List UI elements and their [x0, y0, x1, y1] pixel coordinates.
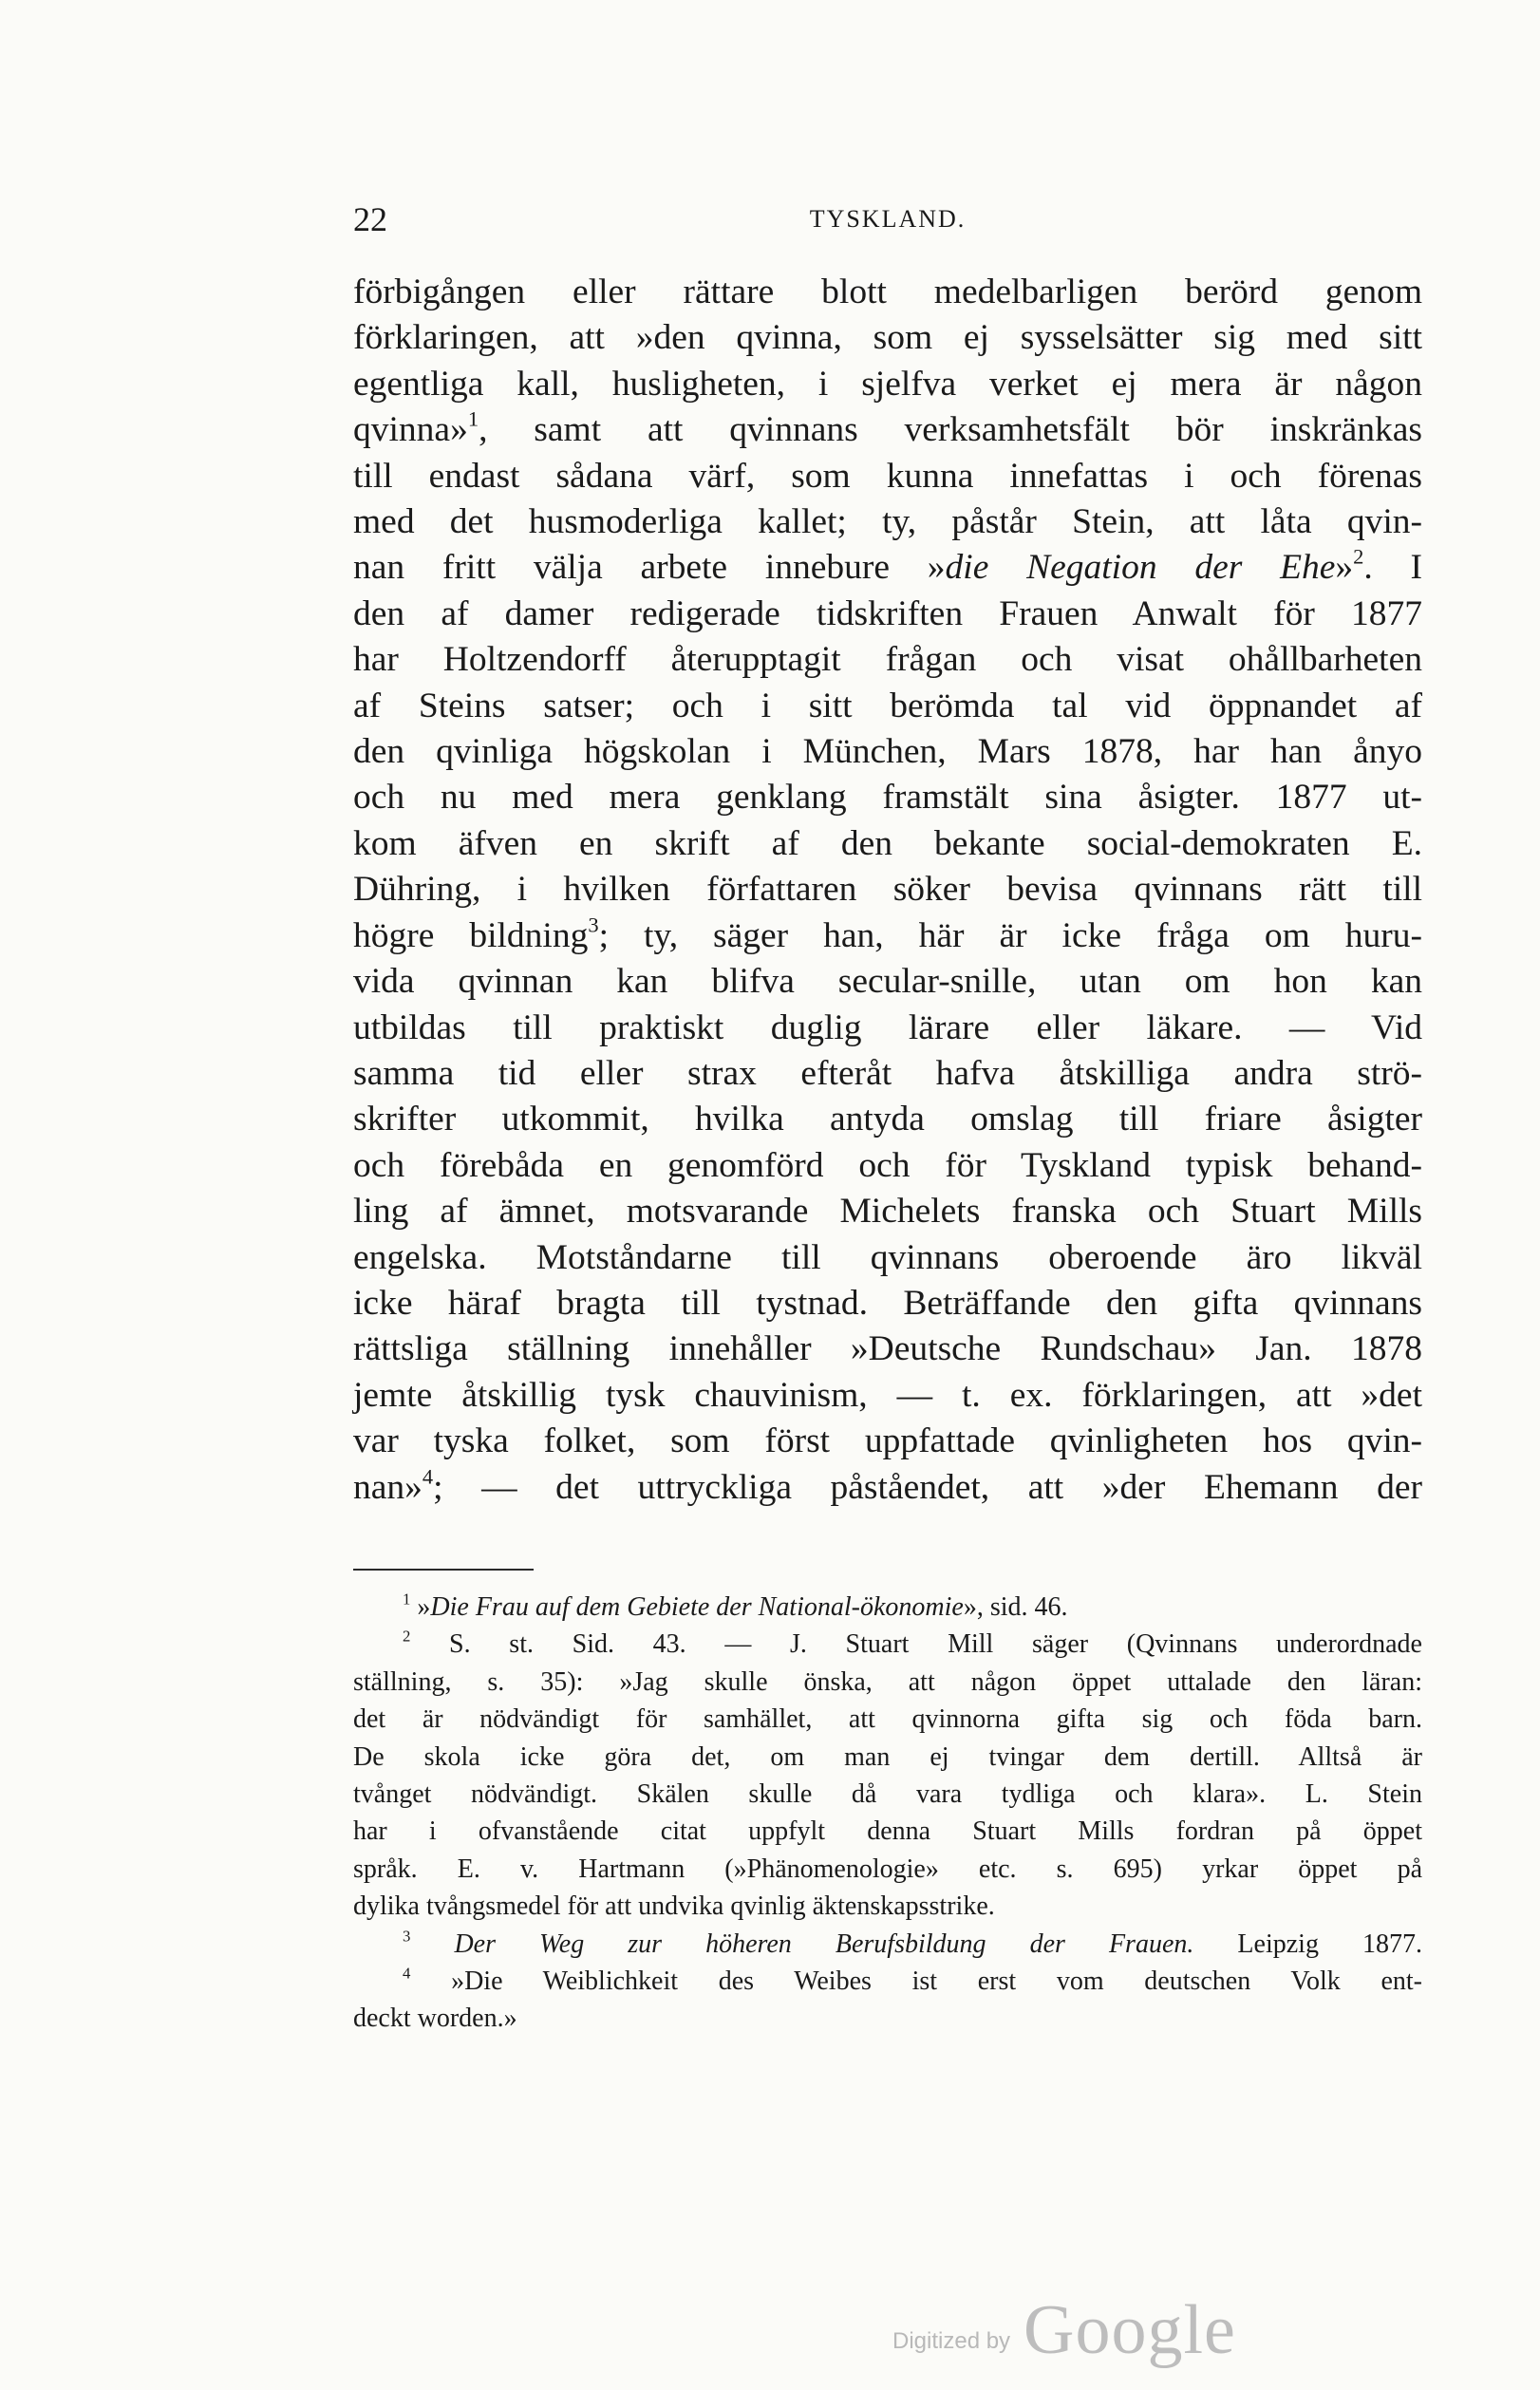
footnote-1 — [353, 1589, 1422, 1626]
text-segment: nan fritt välja arbete innebure » — [353, 548, 946, 588]
text-line: och förebåda en genomförd och för Tyskland typisk behand- — [353, 1145, 1422, 1185]
footnote-3 — [353, 1926, 1422, 1963]
text-line: rättsliga ställning innehåller »Deutsche Rundschau» Jan. 1878 — [353, 1329, 1422, 1369]
text-segment: qvinna» — [353, 410, 468, 450]
italic-title: Die Frau auf dem Gebiete der National-ökonomie — [430, 1592, 964, 1622]
text-line: till endast sådana värf, som kunna innefattas i och förenas — [353, 456, 1422, 496]
text-line: af Steins satser; och i sitt berömda tal vid öppnandet af — [353, 686, 1422, 725]
footnote-marker: 3 — [403, 1926, 411, 1945]
footnote-line: språk. E. v. Hartmann (»Phänomenologie» etc. s. 695) yrkar öppet på — [353, 1854, 1422, 1884]
text-line: den qvinliga högskolan i München, Mars 1878, har han ånyo — [353, 732, 1422, 772]
text-line: jemte åtskillig tysk chauvinism, — t. ex. förklaringen, att »det — [353, 1375, 1422, 1415]
running-title: TYSKLAND. — [809, 205, 967, 233]
text-line — [353, 407, 1422, 453]
footnote-line: ställning, s. 35): »Jag skulle önska, att någon öppet uttalade den läran: — [353, 1666, 1422, 1697]
text-line: utbildas till praktiskt duglig lärare eller läkare. — Vid — [353, 1007, 1422, 1047]
footnote-ref: 2 — [1353, 544, 1364, 569]
watermark-caption: Digitized by — [892, 2328, 1011, 2354]
text-line — [353, 913, 1422, 959]
text-segment: högre bildning — [353, 915, 589, 955]
footnote-ref: 3 — [588, 912, 599, 936]
footnote-4 — [353, 1963, 1422, 2000]
text-segment: ; — det uttryckliga påståendet, att »der Ehemann der — [433, 1467, 1422, 1507]
text-segment: » — [1335, 548, 1354, 588]
italic-title: die Negation der Ehe — [945, 548, 1336, 588]
footnote-2 — [353, 1626, 1422, 1663]
footnote-ref: 1 — [467, 406, 479, 431]
text-segment: . I — [1363, 548, 1422, 588]
text-line: Dühring, i hvilken författaren söker bevisa qvinnans rätt till — [353, 870, 1422, 910]
text-segment: S. st. Sid. 43. — J. Stuart Mill säger (Qvinnans underordnade — [410, 1629, 1422, 1660]
text-segment: ; ty, säger han, här är icke fråga om huru- — [598, 915, 1423, 955]
text-line: med det husmoderliga kallet; ty, påstår Stein, att låta qvin- — [353, 502, 1422, 542]
text-segment: Leipzig 1877. — [1193, 1929, 1422, 1959]
footnote-divider — [353, 1569, 534, 1571]
text-line: den af damer redigerade tidskriften Frauen Anwalt för 1877 — [353, 593, 1422, 633]
footnotes — [353, 1589, 1422, 2038]
text-line: har Holtzendorff återupptagit frågan och visat ohållbarheten — [353, 640, 1422, 680]
footnote-ref: 4 — [422, 1463, 434, 1488]
text-line: förbigången eller rättare blott medelbarligen berörd genom — [353, 273, 1422, 311]
footnote-marker: 2 — [403, 1627, 411, 1646]
text-line: kom äfven en skrift af den bekante social-demokraten E. — [353, 823, 1422, 863]
text-line — [353, 545, 1422, 591]
footnote-line: det är nödvändigt för samhället, att qvinnorna gifta sig och föda barn. — [353, 1704, 1422, 1735]
text-line: egentliga kall, husligheten, i sjelfva verket ej mera är någon — [353, 364, 1422, 404]
footnote-line: dylika tvångsmedel för att undvika qvinlig äktenskapsstrike. — [353, 1891, 995, 1922]
footnote-marker: 4 — [403, 1964, 411, 1983]
text-segment: nan» — [353, 1467, 423, 1507]
google-logo: Google — [1024, 2291, 1236, 2369]
footnote-line: har i ofvanstående citat uppfylt denna Stuart Mills fordran på öppet — [353, 1816, 1422, 1847]
text-line: skrifter utkommit, hvilka antyda omslag till friare åsigter — [353, 1100, 1422, 1139]
footnote-line: De skola icke göra det, om man ej tvingar dem dertill. Alltså är — [353, 1741, 1422, 1772]
text-line: icke häraf bragta till tystnad. Beträffande den gifta qvinnans — [353, 1283, 1422, 1323]
text-line — [353, 1465, 1422, 1511]
footnote-line: tvånget nödvändigt. Skälen skulle då vara tydliga och klara». L. Stein — [353, 1779, 1422, 1810]
text-segment: »Die Weiblichkeit des Weibes ist erst vom deutschen Volk ent- — [410, 1967, 1422, 1997]
text-line: och nu med mera genklang framstält sina åsigter. 1877 ut- — [353, 778, 1422, 818]
running-head — [353, 199, 1422, 247]
page-number: 22 — [353, 200, 387, 238]
text-segment: » — [410, 1592, 431, 1622]
text-line: ling af ämnet, motsvarande Michelets franska och Stuart Mills — [353, 1192, 1422, 1232]
footnote-marker: 1 — [403, 1590, 411, 1609]
text-segment: , samt att qvinnans verksamhetsfält bör inskränkas — [479, 410, 1422, 450]
text-line: samma tid eller strax efteråt hafva åtskilliga andra strö- — [353, 1053, 1422, 1093]
text-line: var tyska folket, som först uppfattade qvinligheten hos qvin- — [353, 1421, 1422, 1461]
text-segment: », sid. 46. — [963, 1592, 1068, 1622]
body-text — [353, 270, 1422, 1511]
footnote-line: deckt worden.» — [353, 2004, 517, 2034]
digitized-watermark — [892, 2290, 1236, 2369]
italic-title: Der Weg zur höheren Berufsbildung der Frauen. — [410, 1929, 1194, 1959]
text-line: förklaringen, att »den qvinna, som ej sysselsätter sig med sitt — [353, 318, 1422, 358]
text-line: engelska. Motståndarne till qvinnans oberoende äro likväl — [353, 1237, 1422, 1277]
text-line: vida qvinnan kan blifva secular-snille, utan om hon kan — [353, 962, 1422, 1002]
